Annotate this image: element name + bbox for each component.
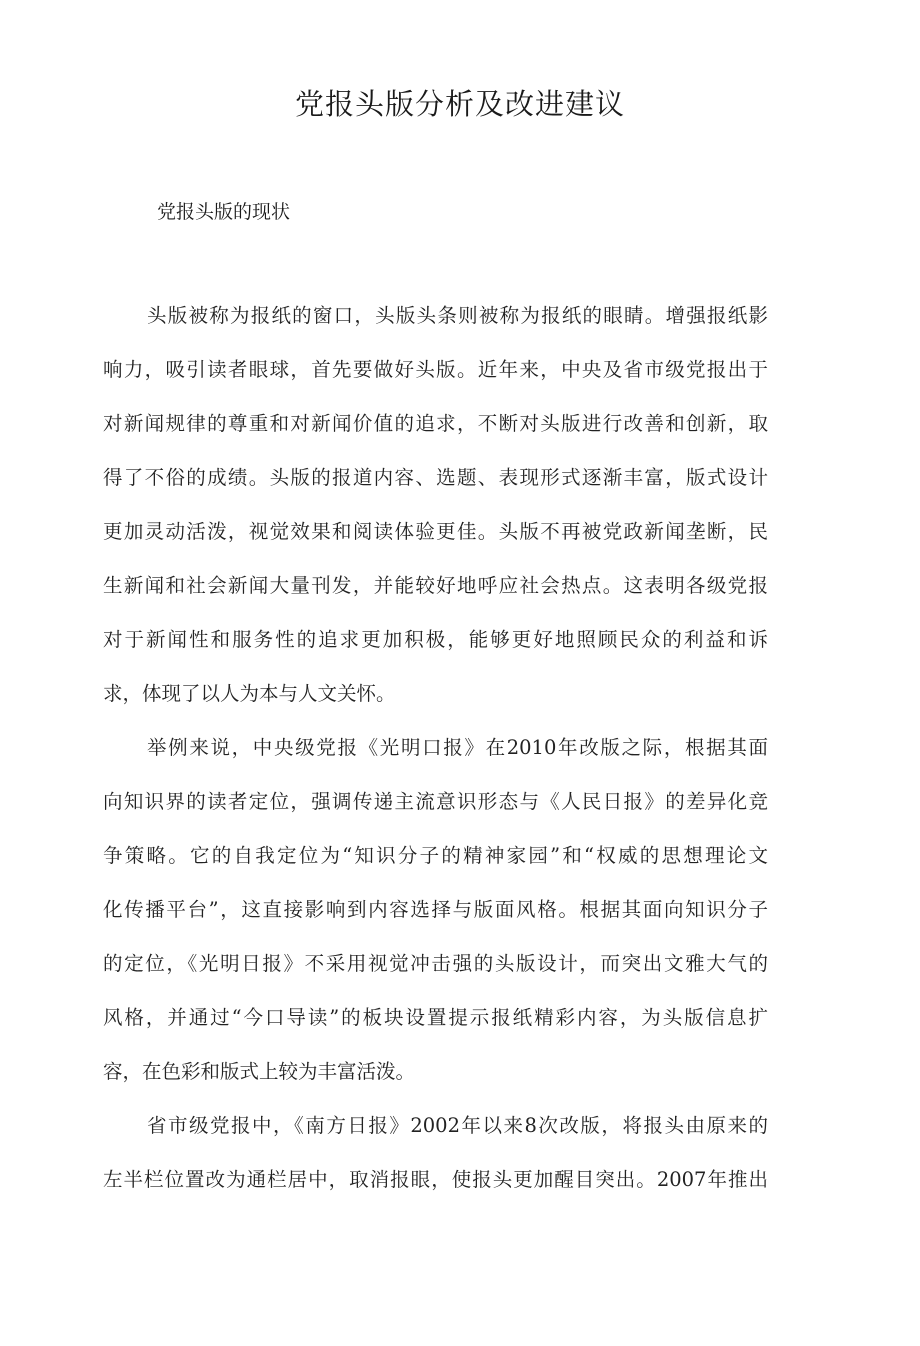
text-line: 生新闻和社会新闻大量刊发，并能较好地呼应社会热点。这表明各级党报 bbox=[103, 574, 768, 597]
text-line: 得了不俗的成绩。头版的报道内容、选题、表现形式逐渐丰富，版式设计 bbox=[103, 466, 768, 489]
text-line: 向知识界的读者定位，强调传递主流意识形态与《人民日报》的差异化竞 bbox=[103, 790, 768, 813]
text-line: 左半栏位置改为通栏居中，取消报眼，使报头更加醒目突出。2007年推出 bbox=[103, 1168, 768, 1191]
text-line: 响力，吸引读者眼球，首先要做好头版。近年来，中央及省市级党报出于 bbox=[103, 358, 768, 381]
text-line: 对于新闻性和服务性的追求更加积极，能够更好地照顾民众的利益和诉 bbox=[103, 628, 768, 651]
text-line: 头版被称为报纸的窗口，头版头条则被称为报纸的眼睛。增强报纸影 bbox=[147, 304, 768, 327]
text-line: 化传播平台”，这直接影响到内容选择与版面风格。根据其面向知识分子 bbox=[103, 898, 768, 921]
text-line: 争策略。它的自我定位为“知识分子的精神家园”和“权威的思想理论文 bbox=[103, 844, 768, 867]
text-line: 对新闻规律的尊重和对新闻价值的追求，不断对头版进行改善和创新，取 bbox=[103, 412, 768, 435]
text-line: 求，体现了以人为本与人文关怀。 bbox=[103, 682, 396, 705]
text-line: 的定位，《光明日报》不采用视觉冲击强的头版设计，而突出文雅大气的 bbox=[103, 952, 768, 975]
text-line: 省市级党报中，《南方日报》2002年以来8次改版，将报头由原来的 bbox=[147, 1114, 768, 1137]
text-line: 容，在色彩和版式上较为丰富活泼。 bbox=[103, 1060, 416, 1083]
text-line: 风格，并通过“今口导读”的板块设置提示报纸精彩内容，为头版信息扩 bbox=[103, 1006, 768, 1029]
text-line: 更加灵动活泼，视觉效果和阅读体验更佳。头版不再被党政新闻垄断，民 bbox=[103, 520, 768, 543]
section-heading: 党报头版的现状 bbox=[157, 201, 291, 223]
text-line: 举例来说，中央级党报《光明口报》在2010年改版之际，根据其面 bbox=[147, 736, 768, 759]
page-title: 党报头版分析及改进建议 bbox=[294, 87, 625, 121]
